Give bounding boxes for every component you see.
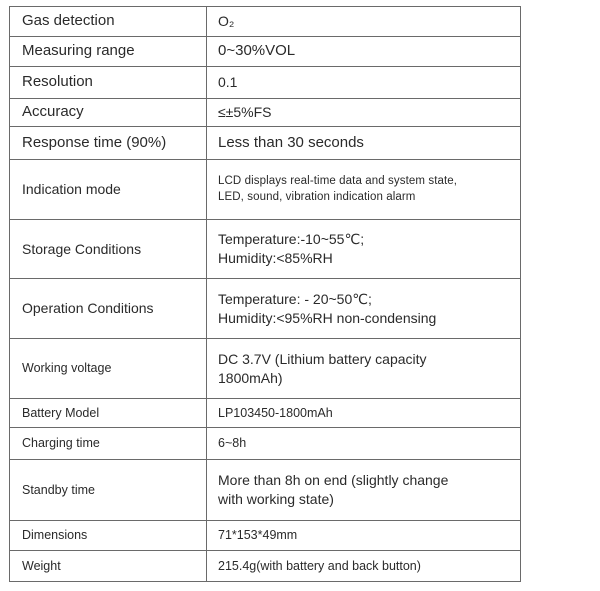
row-value: O₂ [207, 7, 521, 37]
row-label: Measuring range [10, 37, 207, 67]
table-row [10, 99, 521, 127]
table-row [10, 339, 521, 399]
table-row [10, 551, 521, 582]
table-row [10, 428, 521, 460]
row-label: Accuracy [10, 99, 207, 127]
row-value [207, 220, 521, 279]
table-row [10, 127, 521, 160]
value-line: More than 8h on end (slightly change [218, 472, 449, 489]
table-row [10, 279, 521, 339]
row-value [207, 160, 521, 220]
table-row [10, 521, 521, 551]
value-line: Temperature:-10~55℃; [218, 231, 365, 248]
row-label: Gas detection [10, 7, 207, 37]
spec-table [9, 6, 521, 582]
table-row [10, 67, 521, 99]
row-value: Less than 30 seconds [207, 127, 521, 160]
row-label: Standby time [10, 460, 207, 521]
table-row [10, 7, 521, 37]
row-value [207, 460, 521, 521]
table-row [10, 399, 521, 428]
row-label: Indication mode [10, 160, 207, 220]
row-label: Resolution [10, 67, 207, 99]
row-value: 0.1 [207, 67, 521, 99]
row-label: Battery Model [10, 399, 207, 428]
value-line: Humidity:<95%RH non-condensing [218, 309, 437, 326]
row-label: Charging time [10, 428, 207, 460]
row-label: Weight [10, 551, 207, 582]
row-value [207, 279, 521, 339]
value-line: Humidity:<85%RH [218, 250, 333, 266]
row-label: Working voltage [10, 339, 207, 399]
value-line: DC 3.7V (Lithium battery capacity [218, 350, 427, 367]
row-value: LP103450-1800mAh [207, 399, 521, 428]
row-value [207, 339, 521, 399]
row-label: Response time (90%) [10, 127, 207, 160]
table-row [10, 220, 521, 279]
table-row [10, 460, 521, 521]
row-value: 215.4g(with battery and back button) [207, 551, 521, 582]
row-value: ≤±5%FS [207, 99, 521, 127]
row-value: 6~8h [207, 428, 521, 460]
row-label: Storage Conditions [10, 220, 207, 279]
value-line: 1800mAh) [218, 369, 283, 386]
value-line: with working state) [218, 491, 334, 507]
value-line: LCD displays real-time data and system state, [218, 174, 458, 187]
row-label: Operation Conditions [10, 279, 207, 339]
row-label: Dimensions [10, 521, 207, 551]
table-row [10, 37, 521, 67]
table-row [10, 160, 521, 220]
value-line: LED, sound, vibration indication alarm [218, 190, 416, 203]
value-line: Temperature: - 20~50℃; [218, 290, 372, 307]
row-value: 0~30%VOL [207, 37, 521, 67]
row-value: 71*153*49mm [207, 521, 521, 551]
